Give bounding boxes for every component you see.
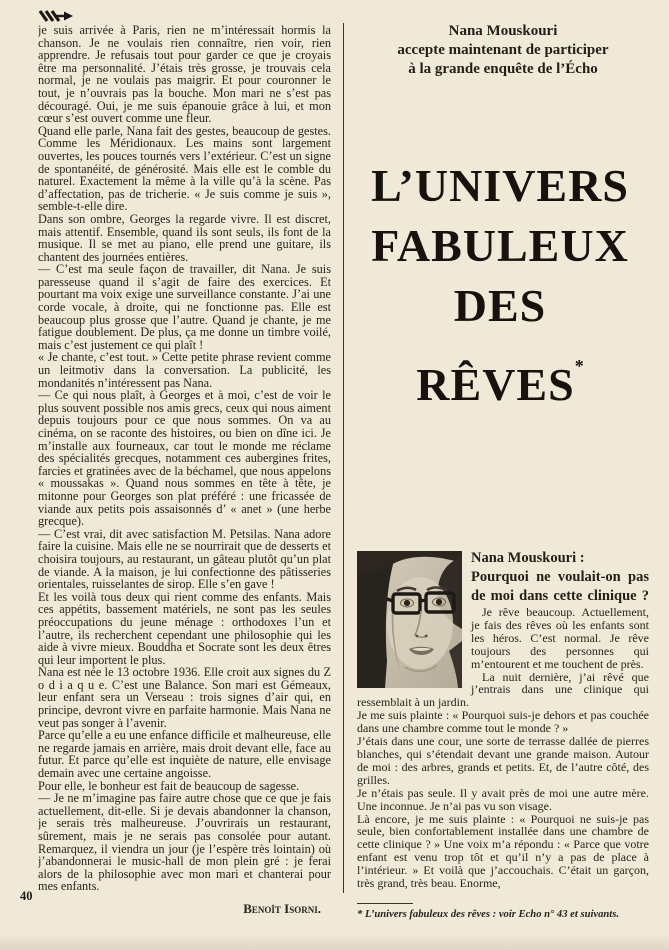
article-paragraph: je suis arrivée à Paris, rien ne m’intéressait hormis la chanson. Je ne voulais rien connaître, rien voir, rien apprendre. Je refusais tout pour garder ce que je croyais être ma personnalité. J’étais très grosse, je trouvais cela normal, je ne voulais pas maigrir. Et pour couronner le tout, je n’ouvrais pas la bouche. Mon mari ne s’est pas découragé. Oui, je me suis épanouie grâce à lui, et mon cœur s’est ouvert comme une fleur. (38, 23, 331, 126)
interview-paragraph: La nuit dernière, j’ai rêvé que j’entrais dans une clinique qui ressemblait à un jardin. (357, 669, 649, 710)
article-paragraph: « Je chante, c’est tout. » Cette petite phrase revient comme un leitmotiv dans la conversation. La publicité, les mondanités n’intéressent pas Nana. (38, 350, 331, 390)
interview-paragraph: J’étais dans une cour, une sorte de terrasse dallée de pierres blanches, qui s’étendait devant une grande maison. Autour de moi : des arbres, grands et petits. Et, de l’autre côté, des grilles. (357, 734, 649, 787)
interview-paragraph: Je n’étais pas seule. Il y avait près de moi une autre mère. Une inconnue. Je n’ai pas vu son visage. (357, 785, 649, 813)
article-left-column (38, 10, 331, 902)
article-paragraph: Nana est née le 13 octobre 1936. Elle croit aux signes du Z o d i a q u e. C’est une Balance. Son mari est Gémeaux, leur enfant sera un Verseau : trois signes d’air qui, en principe, devront vivre en parfaite harmonie. Mais Nana ne veut pas songer à l’avenir. (38, 665, 331, 730)
interview-heading-line: de moi dans cette clinique ? (471, 588, 649, 604)
interview-paragraph: Je me suis plainte : « Pourquoi suis-je dehors et pas couchée dans une chambre comme tout le monde ? » (357, 708, 649, 736)
kicker-line: accepte maintenant de participer (397, 42, 609, 58)
title-line: FABULEUX (371, 220, 629, 271)
kicker-line: Nana Mouskouri (448, 23, 558, 39)
interview-heading-line: Pourquoi ne voulait-on pas (471, 569, 649, 585)
interview-section (357, 549, 649, 901)
interview-paragraph: Là encore, je me suis plainte : « Pourquoi ne suis-je pas seule, bien confortablement installée dans une chambre de cette clinique ? » Une voix m’a répondu : « Parce que votre enfant est venu trop tôt et qu’il n’y a pas de place à l’intérieur. » Et voilà que j’accouchais. C’était un garçon, très grand, très beau. Enorme, (357, 811, 649, 891)
article-paragraph: Quand elle parle, Nana fait des gestes, beaucoup de gestes. Comme les Méridionaux. Les mains sont largement ouvertes, les pouces tournés vers l’extérieur. C’est un signe de spontanéité, de générosité. Mais elle est le comble du naturel. Exactement la même à la ville qu’à la scène. Pas d’affectation, pas de tricherie. « Je suis comme je suis », semble-t-elle dire. (38, 123, 331, 214)
nana-mouskouri-photo (357, 551, 462, 688)
article-paragraph: Pour elle, le bonheur est fait de beaucoup de sagesse. (38, 778, 300, 793)
kicker-line: à la grande enquête de l’Écho (408, 61, 598, 77)
footnote-rule (357, 903, 413, 904)
article-paragraph: — C’est ma seule façon de travailler, dit Nana. Je suis paresseuse quand il s’agit de faire des exercices. Et pourtant ma voix exige une surveillance constante. J’ai une corde vocale, à droite, qui ne fonctionne pas. Elle est beaucoup plus grosse que l’autre. Quand je chante, je me fatigue doublement. De plus, ça me donne un timbre voilé, mais c’est justement ce qui plaît ! (38, 262, 331, 352)
title-footnote-asterisk: * (574, 356, 584, 376)
article-paragraph: Dans son ombre, Georges la regarde vivre. Il est discret, mais attentif. Ensemble, quand ils sont seuls, ils font de la musique. Il se met au piano, elle prend une guitare, ils chantent des journées entières. (38, 211, 331, 264)
page-number: 40 (20, 889, 33, 903)
article-title (350, 156, 650, 415)
interview-heading-line: Nana Mouskouri : (471, 550, 585, 566)
title-line: L’UNIVERS (371, 160, 629, 211)
title-line: RÊVES* (416, 356, 584, 410)
article-paragraph: — C’est vrai, dit avec satisfaction M. Petsilas. Nana adore faire la cuisine. Mais elle ne se nourrirait que de desserts et choisira toujours, au restaurant, un gâteau plutôt qu’un plat de viande. A la maison, je lui confectionne des pâtisseries orientales, ruisselantes de sirop. Elle s’en gave ! (38, 526, 331, 592)
author-signature: Benoît Isorni. (243, 901, 321, 916)
article-paragraph: Et les voilà tous deux qui rient comme des enfants. Mais ces appétits, bassement matériels, ne sont pas les seules préoccupations du jeune ménage : orthodoxes l’un et l’autre, ils recherchent cependant une philosophie qui les aide à vivre mieux. Bouddha et Socrate sont les deux êtres qui leur importent le plus. (38, 589, 331, 667)
interview-paragraph: Je rêve beaucoup. Actuellement, je fais des rêves où les enfants sont les héros. C’est normal. Je rêve toujours des personnes qui m’entourent et me touchent de près. (471, 605, 649, 671)
continuation-arrow-icon (38, 10, 74, 23)
footnote (357, 903, 649, 921)
article-paragraph: — Je ne m’imagine pas faire autre chose que ce que je fais actuellement, dit-elle. Si je devais abandonner la chanson, je serais très malheureuse. J’ouvrirais un restaurant, sûrement, mais je ne serais pas consolée pour autant. Remarquez, il viendra un jour (je l’espère très lointain) où j’abandonnerai le music-hall de mon plein gré : je ferai alors de la philosophie avec mon mari et chanterai pour mes enfants. (38, 791, 331, 894)
kicker-headline (357, 22, 649, 79)
title-line: DES (453, 280, 547, 331)
article-paragraph: — Ce qui nous plaît, à Georges et à moi, c’est de voir le plus souvent possible nos amis grecs, ceux qui nous aiment depuis toujours pour ce que nous sommes. On va au cinéma, on se raconte des histoires, ou bien on dîne ici. Je m’installe aux fourneaux, car tout le monde me réclame des spécialités grecques, notamment ces aubergines frites, farcies et gratinées avec de la béchamel, que nous appelons « moussakas ». Quand nous sommes en tête à tête, je mitonne pour Georges son plat préféré : une fricassée de viande aux petits pois assaisonnés d’ « anet » (une herbe grecque). (38, 388, 331, 529)
article-paragraph: Parce qu’elle a eu une enfance difficile et malheureuse, elle ne regarde jamais en arrière, mais droit devant elle, face au futur. Et parce qu’elle est inquiète de nature, elle envisage demain avec une certaine angoisse. (38, 728, 331, 781)
footnote-text: * L’univers fabuleux des rêves : voir Echo n° 43 et suivants. (357, 909, 620, 920)
column-divider-rule (343, 23, 344, 893)
